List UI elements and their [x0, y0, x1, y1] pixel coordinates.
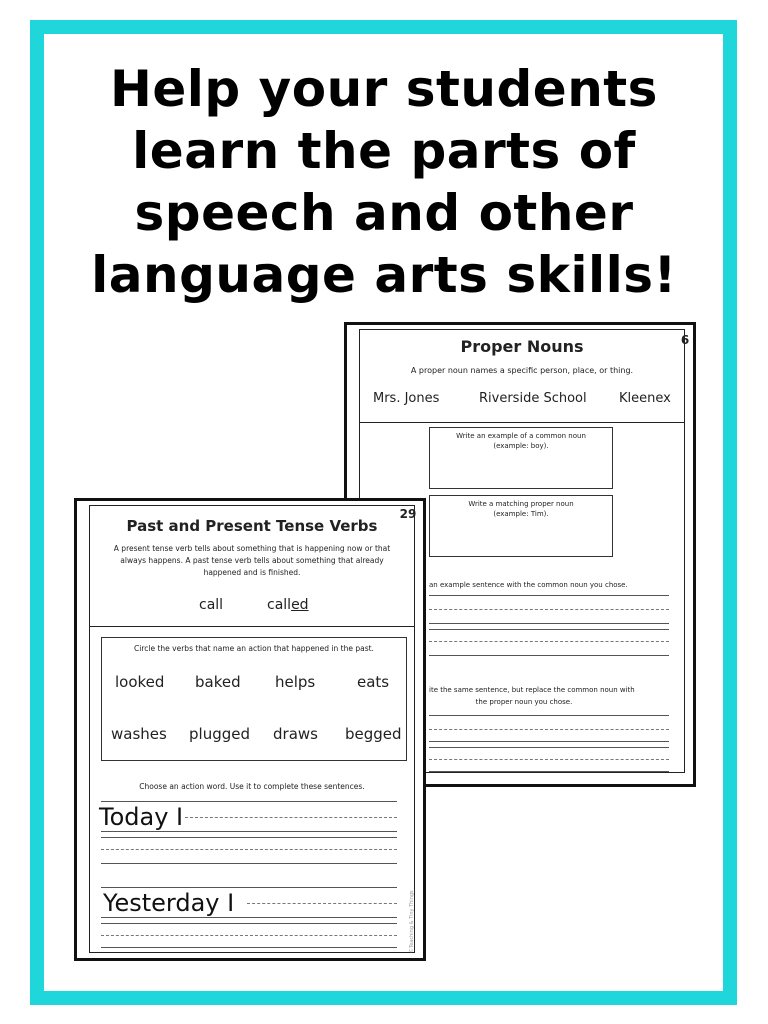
writing-line — [429, 741, 669, 742]
starter-today: Today I — [99, 803, 184, 831]
writing-line-dashed — [101, 935, 397, 936]
writing-line — [429, 629, 669, 630]
rewrite-prompt-1: ite the same sentence, but replace the common noun with — [429, 686, 635, 694]
writing-line — [429, 655, 669, 656]
writing-line — [429, 747, 669, 748]
writing-line-dashed — [429, 759, 669, 760]
starter-yesterday: Yesterday I — [103, 889, 235, 917]
writing-line-dashed — [429, 641, 669, 642]
writing-line-dashed — [185, 817, 397, 818]
verb-eats[interactable]: eats — [357, 673, 390, 691]
writing-line — [101, 837, 397, 838]
verb-helps[interactable]: helps — [275, 673, 316, 691]
verb-draws[interactable]: draws — [273, 725, 318, 743]
verb-looked[interactable]: looked — [115, 673, 165, 691]
verbs-copyright: ©Teaching & Tiny Things — [409, 890, 415, 953]
past-verb-base: call — [267, 597, 292, 613]
verb-baked[interactable]: baked — [195, 673, 241, 691]
circle-prompt: Circle the verbs that name an action that happened in the past. — [134, 644, 374, 653]
headline-line-3: speech and other — [134, 184, 634, 242]
verb-plugged[interactable]: plugged — [189, 725, 250, 743]
verbs-definition-3: happened and is finished. — [203, 568, 301, 577]
writing-line — [101, 831, 397, 832]
writing-line — [101, 887, 397, 888]
example-past-verb — [267, 597, 309, 613]
verbs-page-number: 29 — [399, 507, 417, 521]
writing-line-dashed — [247, 903, 397, 904]
writing-line — [429, 715, 669, 716]
proper-nouns-title: Proper Nouns — [460, 337, 584, 356]
verbs-definition-1: A present tense verb tells about something that is happening now or that — [113, 544, 391, 553]
sentence-prompt: Choose an action word. Use it to complete these sentences. — [139, 782, 365, 791]
headline-line-2: learn the parts of — [132, 122, 636, 180]
headline — [60, 58, 708, 306]
writing-line — [101, 947, 397, 948]
proper-nouns-page-number: 6 — [680, 333, 690, 347]
example-riverside-school: Riverside School — [479, 391, 587, 406]
verb-begged[interactable]: begged — [345, 725, 402, 743]
writing-line — [101, 863, 397, 864]
proper-noun-prompt-1: Write a matching proper noun — [468, 500, 574, 508]
example-present-verb: call — [199, 597, 224, 613]
verbs-title: Past and Present Tense Verbs — [126, 517, 378, 535]
headline-line-1: Help your students — [110, 60, 658, 118]
worksheet-verbs — [74, 498, 426, 961]
headline-line-4: language arts skills! — [91, 246, 677, 304]
writing-line — [101, 917, 397, 918]
proper-nouns-definition: A proper noun names a specific person, place, or thing. — [410, 366, 634, 375]
common-noun-prompt-1: Write an example of a common noun — [456, 432, 586, 440]
sentence-prompt: an example sentence with the common noun you chose. — [429, 581, 628, 589]
writing-line-dashed — [429, 729, 669, 730]
verb-washes[interactable]: washes — [111, 725, 167, 743]
writing-line-dashed — [101, 849, 397, 850]
example-kleenex: Kleenex — [619, 391, 671, 406]
verbs-definition-2: always happens. A past tense verb tells about something that already — [120, 556, 384, 565]
writing-line — [101, 801, 397, 802]
rewrite-prompt-2: the proper noun you chose. — [475, 698, 573, 706]
writing-line — [429, 771, 669, 772]
writing-line — [101, 923, 397, 924]
common-noun-prompt-2: (example: boy). — [493, 442, 549, 450]
writing-line — [429, 595, 669, 596]
proper-noun-prompt-2: (example: Tim). — [493, 510, 549, 518]
writing-line-dashed — [429, 609, 669, 610]
past-verb-suffix: ed — [291, 597, 309, 613]
example-mrs-jones: Mrs. Jones — [373, 391, 440, 406]
writing-line — [429, 623, 669, 624]
